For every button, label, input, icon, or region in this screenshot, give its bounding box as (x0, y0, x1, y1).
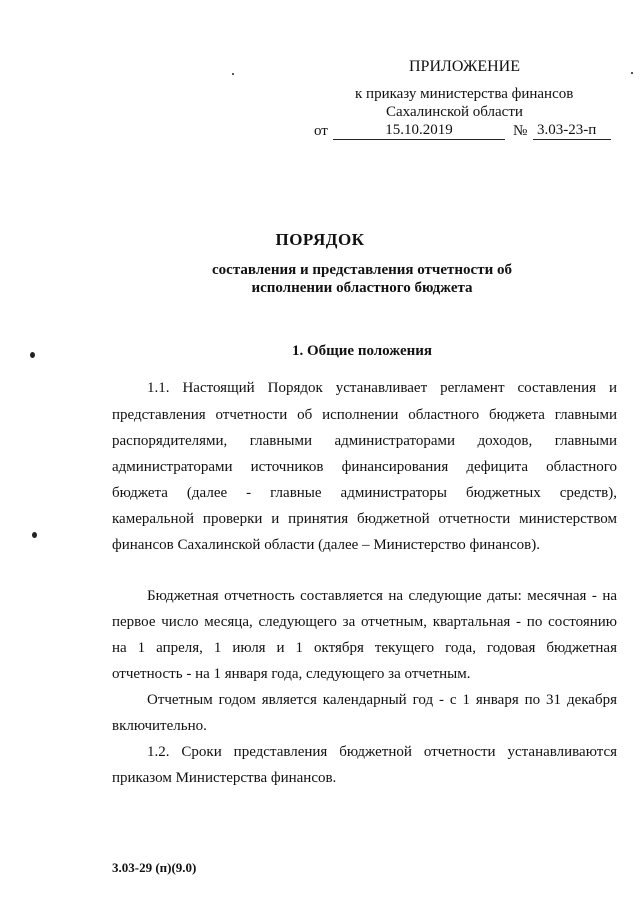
paragraph-line: приказом Министерства финансов. (112, 770, 337, 786)
scan-speck (30, 352, 35, 358)
paragraph-line: финансов Сахалинской области (далее – Министерство финансов). (112, 537, 540, 553)
scan-speck (631, 72, 633, 74)
paragraph-line: 1.1. Настоящий Порядок устанавливает регламент составления и (147, 380, 617, 396)
order-number: 3.03-23-п (533, 121, 611, 140)
paragraph-line: представления отчетности об исполнении областного бюджета главными (112, 407, 617, 423)
paragraph-line: отчетность - на 1 января года, следующего за отчетным. (112, 666, 471, 682)
paragraph-line: Отчетным годом является календарный год - с 1 января по 31 декабря (147, 692, 617, 708)
document-title: ПОРЯДОК (275, 230, 365, 249)
paragraph-line: администраторами источников финансирования дефицита областного (112, 459, 617, 475)
paragraph-line: включительно. (112, 718, 207, 734)
paragraph-line: камеральной проверки и принятия бюджетной отчетности министерством (112, 511, 617, 527)
scan-speck (32, 532, 37, 538)
section-title: 1. Общие положения (291, 343, 433, 359)
document-subtitle-line1: составления и представления отчетности об (212, 262, 512, 278)
appendix-title: ПРИЛОЖЕНИЕ (409, 58, 521, 75)
paragraph-line: Бюджетная отчетность составляется на следующие даты: месячная - на (147, 588, 617, 604)
paragraph-line: 1.2. Сроки представления бюджетной отчетности устанавливаются (147, 744, 617, 760)
date-label: от (314, 123, 328, 139)
paragraph-line: бюджета (далее - главные администраторы бюджетных средств), (112, 485, 617, 501)
form-code: 3.03-29 (п)(9.0) (112, 860, 197, 875)
paragraph-line: на 1 апреля, 1 июля и 1 октября текущего года, годовая бюджетная (112, 640, 617, 656)
order-reference-line1: к приказу министерства финансов (355, 86, 574, 102)
order-reference-line2: Сахалинской области (386, 104, 523, 120)
paragraph-line: первое число месяца, следующего за отчетным, квартальная - по состоянию (112, 614, 617, 630)
number-label: № (513, 123, 528, 139)
paragraph-line: распорядителями, главными администраторами доходов, главными (112, 433, 617, 449)
order-date: 15.10.2019 (333, 121, 505, 140)
document-subtitle-line2: исполнении областного бюджета (251, 280, 473, 296)
scan-speck (232, 73, 234, 75)
